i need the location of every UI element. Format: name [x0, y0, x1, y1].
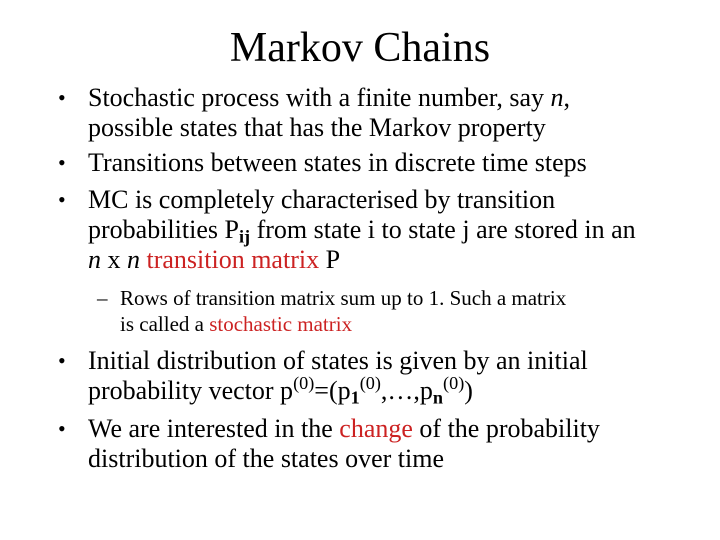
bullet-5 [88, 414, 698, 474]
sub-bullet-1-line-2: is called a stochastic matrix [120, 312, 353, 336]
bullet-1-line-2: possible states that has the Markov property [88, 113, 546, 142]
bullet-4-line-2: probability vector $p^{(0)}=(p_1^{(0)},\dots,p_n^{(0)})$ [88, 373, 473, 408]
bullet-marker: • [58, 150, 66, 175]
bullet-marker: • [58, 187, 66, 212]
stochastic-matrix-term: stochastic matrix [209, 312, 353, 336]
bullet-1 [88, 83, 698, 143]
sub-bullet-1 [120, 285, 700, 337]
bullet-5-line-1: We are interested in the change of the probability [88, 414, 600, 443]
bullet-3-line-1: MC is completely characterised by transition [88, 185, 556, 214]
bullet-1-line-1: Stochastic process with a finite number, say n, [88, 83, 571, 112]
sub-bullet-marker: – [97, 286, 108, 310]
slide-title: Markov Chains [229, 25, 491, 71]
bullet-3-line-3: n x n transition matrix P [88, 245, 341, 274]
change-term: change [339, 414, 413, 443]
bullet-3-line-2: probabilities $P_{ij}$ from state i to state j are stored in an [88, 215, 636, 247]
bullet-3 [88, 185, 698, 275]
bullet-marker: • [58, 85, 66, 110]
bullet-2: Transitions between states in discrete time steps [88, 148, 587, 177]
bullet-marker: • [58, 348, 66, 373]
sub-bullet-1-line-1: Rows of transition matrix sum up to 1. Such a matrix [120, 286, 567, 310]
transition-matrix-term: transition matrix [140, 245, 320, 274]
bullet-5-line-2: distribution of the states over time [88, 444, 444, 473]
bullet-4-line-1: Initial distribution of states is given by an initial [88, 346, 588, 375]
bullet-4 [88, 346, 698, 406]
bullet-marker: • [58, 416, 66, 441]
